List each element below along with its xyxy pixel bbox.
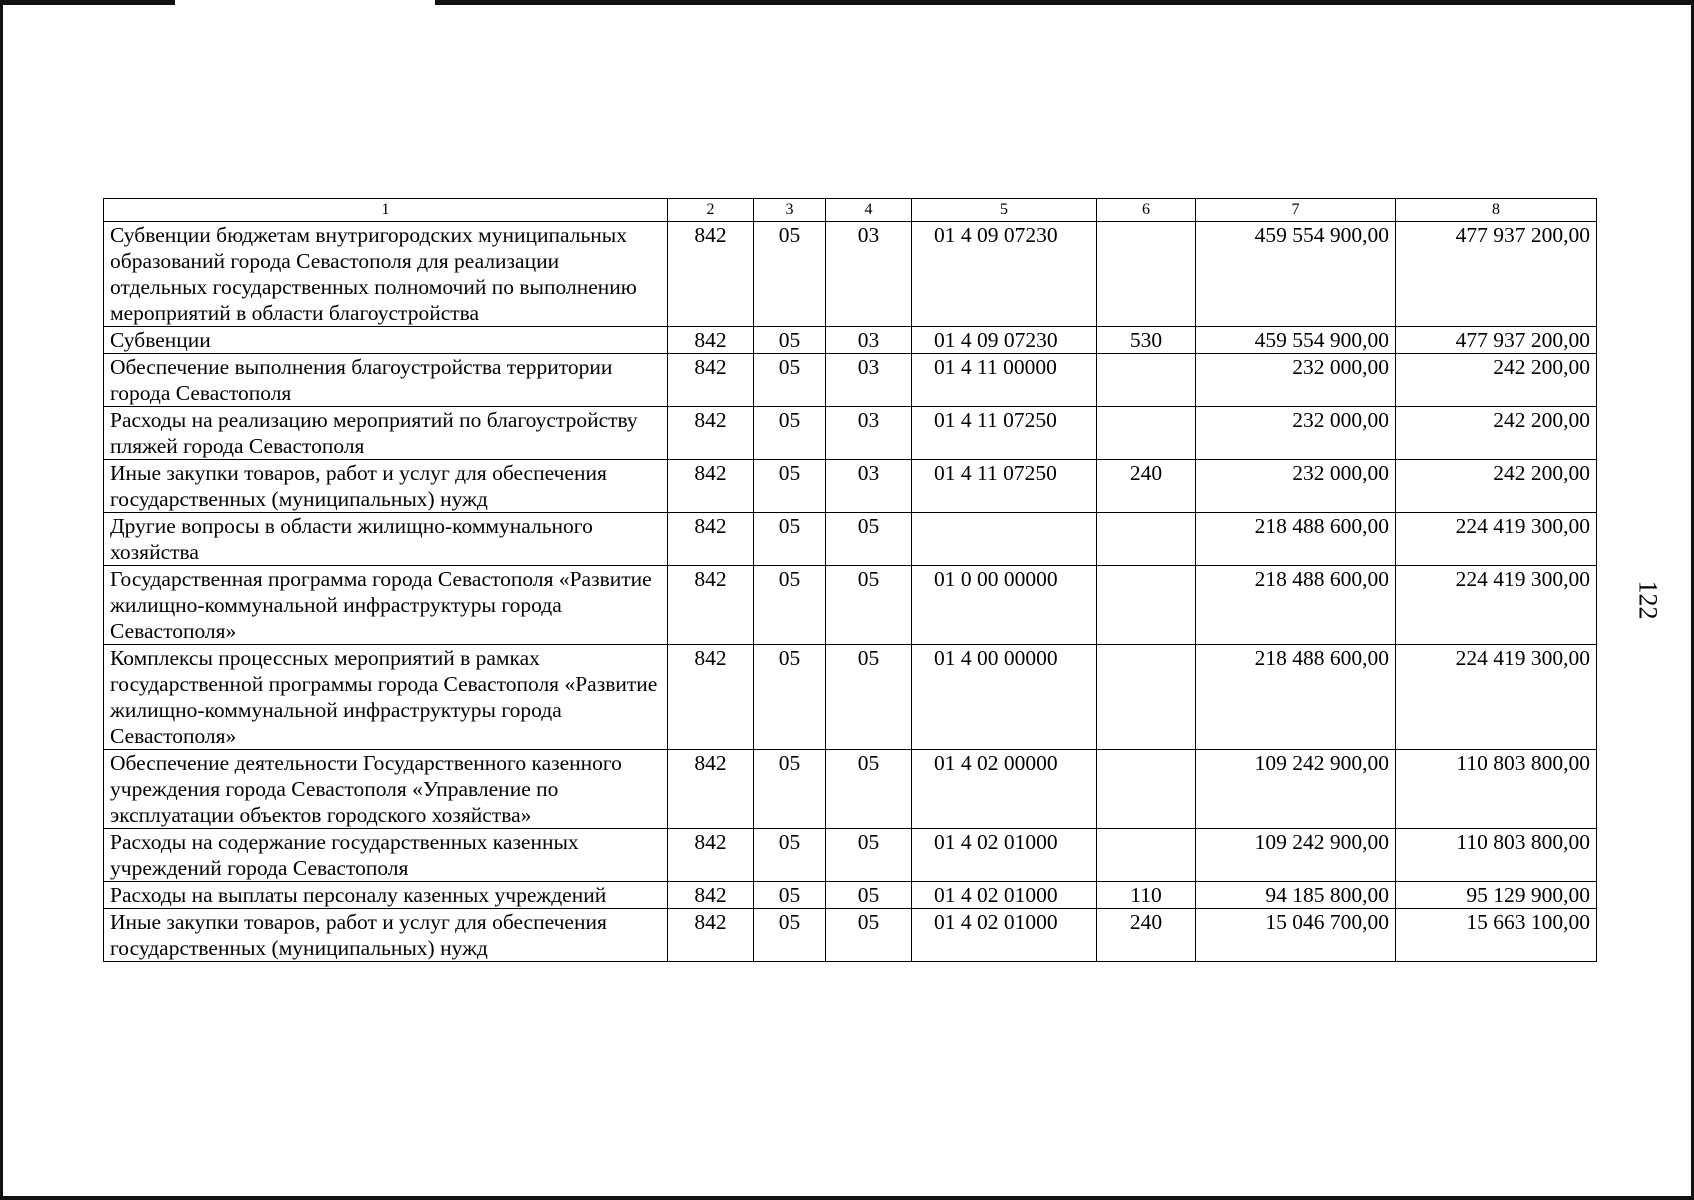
cell-amount-year1: 218 488 600,00 [1196, 645, 1396, 750]
header-col-4: 4 [826, 199, 912, 222]
header-col-8: 8 [1396, 199, 1597, 222]
cell-name: Другие вопросы в области жилищно-коммунального хозяйства [104, 513, 668, 566]
cell-section: 05 [754, 327, 826, 354]
table-row [104, 354, 1597, 407]
cell-name: Расходы на выплаты персоналу казенных учреждений [104, 882, 668, 909]
cell-expense-type [1097, 750, 1196, 829]
cell-ministry-code: 842 [668, 513, 754, 566]
cell-expense-type [1097, 354, 1196, 407]
cell-section: 05 [754, 829, 826, 882]
cell-section: 05 [754, 566, 826, 645]
cell-amount-year2: 110 803 800,00 [1396, 750, 1597, 829]
cell-section: 05 [754, 882, 826, 909]
cell-name: Расходы на содержание государственных казенных учреждений города Севастополя [104, 829, 668, 882]
cell-ministry-code: 842 [668, 829, 754, 882]
table-row [104, 750, 1597, 829]
cell-target-article: 01 4 09 07230 [912, 222, 1097, 327]
table-row [104, 407, 1597, 460]
cell-amount-year1: 94 185 800,00 [1196, 882, 1396, 909]
table-row [104, 829, 1597, 882]
header-col-6: 6 [1097, 199, 1196, 222]
cell-expense-type: 110 [1097, 882, 1196, 909]
cell-ministry-code: 842 [668, 354, 754, 407]
cell-target-article: 01 4 02 00000 [912, 750, 1097, 829]
page-number: 122 [1633, 580, 1663, 620]
scan-border-left [0, 0, 3, 1200]
cell-expense-type [1097, 513, 1196, 566]
cell-section: 05 [754, 645, 826, 750]
cell-section: 05 [754, 354, 826, 407]
table-body [104, 222, 1597, 962]
cell-ministry-code: 842 [668, 645, 754, 750]
cell-amount-year1: 15 046 700,00 [1196, 909, 1396, 962]
cell-amount-year2: 224 419 300,00 [1396, 645, 1597, 750]
cell-amount-year2: 224 419 300,00 [1396, 566, 1597, 645]
cell-name: Государственная программа города Севастополя «Развитие жилищно-коммунальной инфраструктуры города Севастополя» [104, 566, 668, 645]
cell-name: Иные закупки товаров, работ и услуг для обеспечения государственных (муниципальных) нужд [104, 909, 668, 962]
table-row [104, 909, 1597, 962]
cell-subsection: 03 [826, 327, 912, 354]
cell-name: Иные закупки товаров, работ и услуг для обеспечения государственных (муниципальных) нужд [104, 460, 668, 513]
header-col-3: 3 [754, 199, 826, 222]
cell-amount-year2: 242 200,00 [1396, 460, 1597, 513]
cell-ministry-code: 842 [668, 222, 754, 327]
budget-table [103, 198, 1597, 962]
table-row [104, 566, 1597, 645]
cell-ministry-code: 842 [668, 327, 754, 354]
cell-amount-year2: 477 937 200,00 [1396, 222, 1597, 327]
cell-amount-year2: 224 419 300,00 [1396, 513, 1597, 566]
cell-expense-type [1097, 645, 1196, 750]
cell-amount-year1: 109 242 900,00 [1196, 750, 1396, 829]
cell-section: 05 [754, 460, 826, 513]
cell-amount-year1: 232 000,00 [1196, 460, 1396, 513]
cell-amount-year2: 242 200,00 [1396, 407, 1597, 460]
cell-target-article: 01 4 02 01000 [912, 882, 1097, 909]
cell-amount-year1: 459 554 900,00 [1196, 222, 1396, 327]
cell-amount-year2: 110 803 800,00 [1396, 829, 1597, 882]
table-row [104, 222, 1597, 327]
cell-amount-year1: 232 000,00 [1196, 407, 1396, 460]
cell-target-article: 01 0 00 00000 [912, 566, 1097, 645]
cell-ministry-code: 842 [668, 882, 754, 909]
cell-expense-type [1097, 829, 1196, 882]
header-col-2: 2 [668, 199, 754, 222]
cell-section: 05 [754, 222, 826, 327]
cell-ministry-code: 842 [668, 566, 754, 645]
cell-section: 05 [754, 513, 826, 566]
cell-name: Обеспечение выполнения благоустройства территории города Севастополя [104, 354, 668, 407]
cell-expense-type [1097, 566, 1196, 645]
cell-target-article: 01 4 02 01000 [912, 909, 1097, 962]
cell-subsection: 05 [826, 829, 912, 882]
cell-ministry-code: 842 [668, 909, 754, 962]
cell-amount-year1: 232 000,00 [1196, 354, 1396, 407]
cell-name: Субвенции [104, 327, 668, 354]
table-header-row [104, 199, 1597, 222]
cell-subsection: 03 [826, 354, 912, 407]
cell-target-article: 01 4 00 00000 [912, 645, 1097, 750]
cell-amount-year2: 242 200,00 [1396, 354, 1597, 407]
table-row [104, 645, 1597, 750]
cell-subsection: 05 [826, 882, 912, 909]
cell-section: 05 [754, 750, 826, 829]
cell-subsection: 03 [826, 222, 912, 327]
cell-subsection: 05 [826, 513, 912, 566]
cell-subsection: 05 [826, 566, 912, 645]
table-row [104, 882, 1597, 909]
cell-subsection: 05 [826, 645, 912, 750]
cell-ministry-code: 842 [668, 407, 754, 460]
table-row [104, 460, 1597, 513]
cell-expense-type: 240 [1097, 460, 1196, 513]
cell-subsection: 05 [826, 750, 912, 829]
cell-name: Расходы на реализацию мероприятий по благоустройству пляжей города Севастополя [104, 407, 668, 460]
cell-subsection: 05 [826, 909, 912, 962]
scan-border-gap [175, 0, 435, 5]
cell-subsection: 03 [826, 460, 912, 513]
header-col-1: 1 [104, 199, 668, 222]
cell-section: 05 [754, 407, 826, 460]
cell-amount-year1: 459 554 900,00 [1196, 327, 1396, 354]
cell-amount-year1: 109 242 900,00 [1196, 829, 1396, 882]
cell-name: Комплексы процессных мероприятий в рамках государственной программы города Севастополя «Развитие жилищно-коммунальной инфраструктуры города Севастополя» [104, 645, 668, 750]
header-col-7: 7 [1196, 199, 1396, 222]
table-row [104, 513, 1597, 566]
cell-amount-year1: 218 488 600,00 [1196, 513, 1396, 566]
cell-target-article: 01 4 02 01000 [912, 829, 1097, 882]
scan-border-bottom [0, 1196, 1694, 1200]
cell-name: Обеспечение деятельности Государственного казенного учреждения города Севастополя «Управление по эксплуатации объектов городского хозяйства» [104, 750, 668, 829]
cell-name: Субвенции бюджетам внутригородских муниципальных образований города Севастополя для реализации отдельных государственных полномочий по выполнению мероприятий в области благоустройства [104, 222, 668, 327]
table-row [104, 327, 1597, 354]
cell-amount-year2: 15 663 100,00 [1396, 909, 1597, 962]
cell-expense-type [1097, 407, 1196, 460]
cell-ministry-code: 842 [668, 460, 754, 513]
cell-target-article: 01 4 11 07250 [912, 460, 1097, 513]
cell-amount-year2: 95 129 900,00 [1396, 882, 1597, 909]
cell-expense-type: 530 [1097, 327, 1196, 354]
cell-target-article [912, 513, 1097, 566]
cell-target-article: 01 4 11 00000 [912, 354, 1097, 407]
cell-expense-type: 240 [1097, 909, 1196, 962]
header-col-5: 5 [912, 199, 1097, 222]
cell-ministry-code: 842 [668, 750, 754, 829]
cell-amount-year1: 218 488 600,00 [1196, 566, 1396, 645]
cell-target-article: 01 4 09 07230 [912, 327, 1097, 354]
cell-subsection: 03 [826, 407, 912, 460]
cell-amount-year2: 477 937 200,00 [1396, 327, 1597, 354]
cell-target-article: 01 4 11 07250 [912, 407, 1097, 460]
cell-expense-type [1097, 222, 1196, 327]
cell-section: 05 [754, 909, 826, 962]
